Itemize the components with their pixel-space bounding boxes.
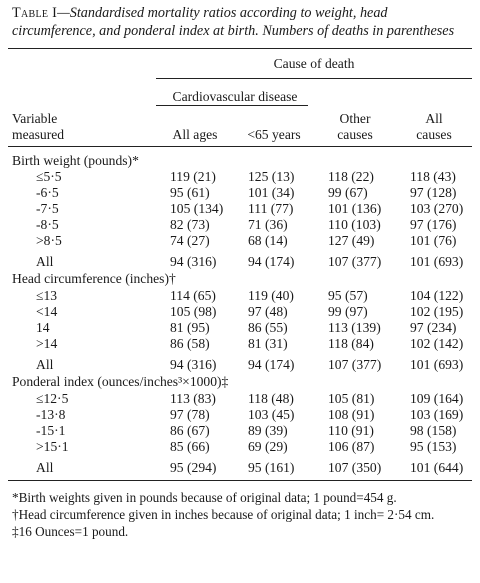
- section-title-row: [8, 270, 472, 288]
- table-row: [8, 391, 472, 407]
- table-cell: 68 (14): [248, 233, 288, 248]
- table-cell: 103 (169): [410, 407, 464, 422]
- cardiovascular-header: Cardiovascular disease: [172, 89, 298, 104]
- table-cell: 106 (87): [328, 439, 375, 454]
- table-page: [8, 2, 472, 540]
- row-label: ≤13: [36, 288, 58, 303]
- table-row: [8, 336, 472, 352]
- table-cell: 113 (83): [170, 391, 216, 406]
- table-cell: 82 (73): [170, 217, 210, 232]
- table-row: [8, 439, 472, 455]
- cause-of-death-header: Cause of death: [273, 55, 355, 71]
- row-label: >8·5: [36, 233, 62, 248]
- section-title-row: [8, 373, 472, 391]
- footnote-head-circumference: †Head circumference given in inches because of original data; 1 inch= 2·54 cm.: [12, 507, 435, 522]
- table-cell: 97 (234): [410, 320, 457, 335]
- table-cell: 97 (128): [410, 185, 457, 200]
- section-title: Birth weight (pounds)*: [12, 153, 139, 168]
- table-cell: 97 (78): [170, 407, 210, 422]
- row-label: <14: [36, 304, 58, 319]
- row-label: -8·5: [36, 217, 59, 232]
- table-cell: 103 (270): [410, 201, 464, 216]
- table-cell: 74 (27): [170, 233, 210, 248]
- section-title-row: [8, 147, 472, 169]
- row-label-all: All: [36, 460, 54, 475]
- table-cell: 104 (122): [410, 288, 464, 303]
- table-cell: 71 (36): [248, 217, 288, 232]
- variable-measured-header: Variable measured: [12, 111, 65, 142]
- table-cell: 95 (153): [410, 439, 457, 454]
- row-label: >14: [36, 336, 58, 351]
- table-cell: 103 (45): [248, 407, 295, 422]
- table-cell: 86 (58): [170, 336, 210, 351]
- table-row: [8, 423, 472, 439]
- table-cell: 97 (48): [248, 304, 288, 319]
- total-row: [8, 455, 472, 476]
- table-cell: 102 (195): [410, 304, 464, 319]
- row-label: -6·5: [36, 185, 59, 200]
- row-label: 14: [36, 320, 50, 335]
- row-label: -7·5: [36, 201, 59, 216]
- mortality-table: [8, 49, 472, 147]
- table-row: [8, 185, 472, 201]
- table-cell: 86 (67): [170, 423, 210, 438]
- table-cell: 97 (176): [410, 217, 457, 232]
- table-cell: 118 (43): [410, 169, 456, 184]
- table-cell: 99 (97): [328, 304, 368, 319]
- table-cell: 95 (61): [170, 185, 210, 200]
- row-label: ≤5·5: [36, 169, 62, 184]
- table-cell: 105 (98): [170, 304, 217, 319]
- table-cell: 69 (29): [248, 439, 288, 454]
- all-causes-header: All causes: [416, 111, 452, 142]
- table-cell: 118 (22): [328, 169, 374, 184]
- section-title: Head circumference (inches)†: [12, 271, 176, 286]
- total-cell: 95 (161): [248, 460, 295, 475]
- total-cell: 94 (174): [248, 254, 295, 269]
- row-label-all: All: [36, 254, 54, 269]
- total-cell: 101 (693): [410, 254, 464, 269]
- table-row: [8, 201, 472, 217]
- table-caption: [12, 4, 468, 40]
- table-cell: 125 (13): [248, 169, 295, 184]
- table-cell: 99 (67): [328, 185, 368, 200]
- row-label-all: All: [36, 357, 54, 372]
- table-cell: 119 (40): [248, 288, 294, 303]
- table-cell: 98 (158): [410, 423, 457, 438]
- table-cell: 102 (142): [410, 336, 464, 351]
- total-row: [8, 249, 472, 270]
- total-cell: 107 (350): [328, 460, 382, 475]
- table-cell: 110 (103): [328, 217, 381, 232]
- table-cell: 111 (77): [248, 201, 294, 216]
- row-label: -15·1: [36, 423, 66, 438]
- total-row: [8, 352, 472, 373]
- table-cell: 101 (76): [410, 233, 457, 248]
- total-cell: 107 (377): [328, 254, 382, 269]
- row-label: -13·8: [36, 407, 66, 422]
- total-cell: 101 (644): [410, 460, 464, 475]
- table-cell: 108 (91): [328, 407, 375, 422]
- table-cell: 101 (34): [248, 185, 295, 200]
- under-65-header: <65 years: [247, 127, 301, 142]
- section-title: Ponderal index (ounces/inches³×1000)‡: [12, 374, 229, 389]
- total-cell: 94 (316): [170, 357, 217, 372]
- table-cell: 110 (91): [328, 423, 374, 438]
- table-cell: 81 (31): [248, 336, 288, 351]
- other-causes-header: Other causes: [337, 111, 373, 142]
- table-row: [8, 217, 472, 233]
- table-cell: 95 (57): [328, 288, 368, 303]
- table-cell: 127 (49): [328, 233, 375, 248]
- table-row: [8, 233, 472, 249]
- table-cell: 101 (136): [328, 201, 382, 216]
- caption-label: Table I: [12, 5, 58, 21]
- total-cell: 107 (377): [328, 357, 382, 372]
- table-cell: 85 (66): [170, 439, 210, 454]
- mortality-table-body: [8, 147, 472, 476]
- table-cell: 118 (84): [328, 336, 374, 351]
- table-row: [8, 288, 472, 304]
- table-cell: 109 (164): [410, 391, 464, 406]
- row-label: ≤12·5: [36, 391, 69, 406]
- table-row: [8, 320, 472, 336]
- table-cell: 89 (39): [248, 423, 288, 438]
- table-row: [8, 304, 472, 320]
- total-cell: 94 (316): [170, 254, 217, 269]
- total-cell: 101 (693): [410, 357, 464, 372]
- table-cell: 105 (134): [170, 201, 224, 216]
- row-label: >15·1: [36, 439, 69, 454]
- footnote-ponderal-index: ‡16 Ounces=1 pound.: [12, 524, 129, 539]
- table-row: [8, 169, 472, 185]
- all-ages-header: All ages: [172, 127, 218, 142]
- bottom-rule: [8, 480, 472, 481]
- caption-text: —Standardised mortality ratios according to weight, head circumference, and ponderal index at birth. Numbers of deaths in parentheses: [12, 5, 455, 39]
- table-cell: 86 (55): [248, 320, 288, 335]
- footnote-birth-weight: *Birth weights given in pounds because of original data; 1 pound=454 g.: [12, 490, 397, 505]
- table-cell: 113 (139): [328, 320, 381, 335]
- table-cell: 114 (65): [170, 288, 216, 303]
- table-cell: 105 (81): [328, 391, 375, 406]
- table-cell: 118 (48): [248, 391, 294, 406]
- total-cell: 94 (174): [248, 357, 295, 372]
- table-cell: 119 (21): [170, 169, 216, 184]
- footnotes: [12, 489, 468, 540]
- table-row: [8, 407, 472, 423]
- total-cell: 95 (294): [170, 460, 217, 475]
- table-cell: 81 (95): [170, 320, 210, 335]
